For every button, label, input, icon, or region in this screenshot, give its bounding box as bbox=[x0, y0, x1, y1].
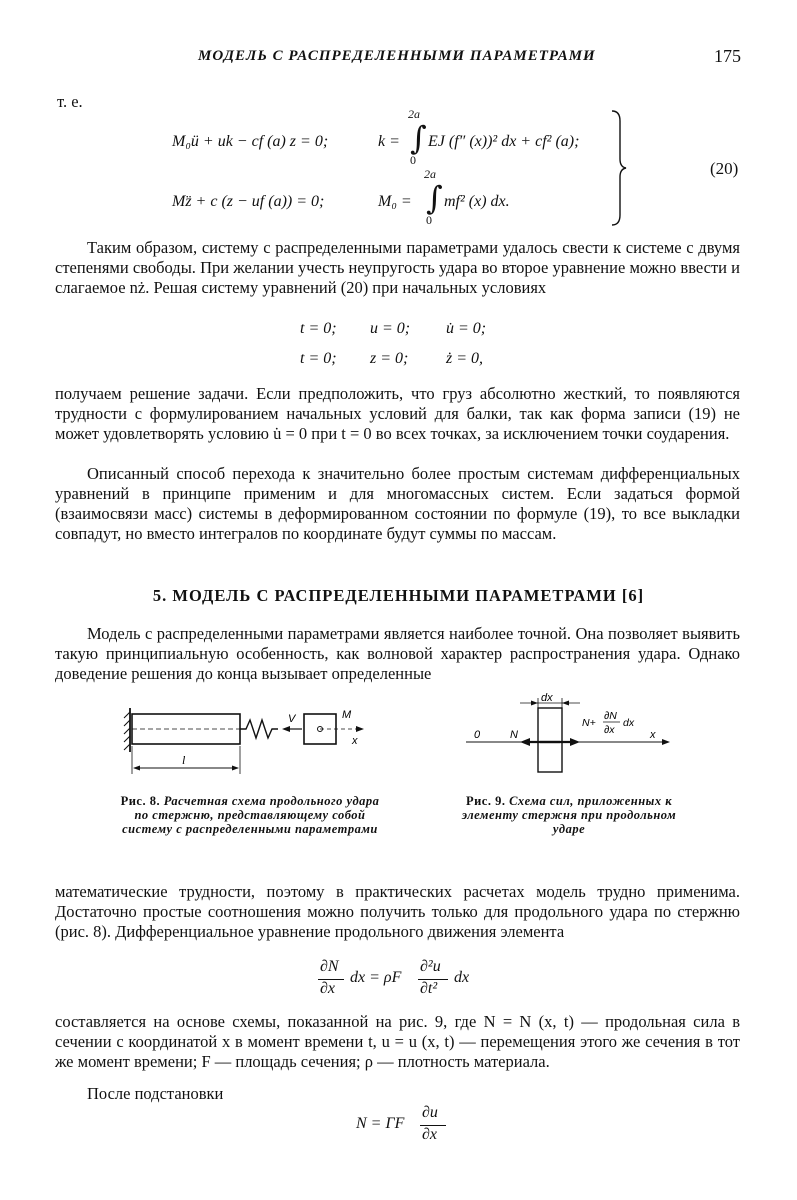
eq1-upper-limit: 2a bbox=[408, 107, 420, 121]
fig9-x-label: x bbox=[650, 729, 656, 741]
page-number: 175 bbox=[714, 46, 741, 66]
subst-den: ∂x bbox=[422, 1126, 438, 1143]
ic-r1-c1: t = 0; bbox=[300, 320, 337, 337]
eq1-rhs: EJ (f″ (x))² dx + cf² (a); bbox=[428, 133, 580, 150]
force-n-plus-arrow bbox=[570, 738, 580, 746]
eq2-lhs: Mz̈ + c (z − uf (a)) = 0; bbox=[172, 193, 325, 210]
ic-r1-c2: u = 0; bbox=[370, 320, 411, 337]
length-label: l bbox=[182, 753, 186, 767]
force-dx: dx bbox=[623, 717, 635, 729]
paragraph-7: После подстановки bbox=[87, 1084, 224, 1103]
substitution-equation bbox=[356, 1104, 476, 1152]
force-n-plus: N+ bbox=[582, 717, 596, 729]
paragraph-2: получаем решение задачи. Если предположить, что груз абсолютно жесткий, то появляются трудности с формулированием начальных условий для балки, так как форма записи (19) не может удовлетворять условию u̇ = 0 при t = 0 во всех точках, за исключением точки соударения. bbox=[55, 384, 740, 443]
eq1-lhs: M₀ü + uk − cf (a) z = 0; bbox=[172, 133, 329, 150]
eq-den1: ∂x bbox=[320, 980, 336, 997]
integral-sign-1: ∫ bbox=[410, 119, 427, 157]
integral-sign-2: ∫ bbox=[426, 179, 443, 217]
equation-number-20: (20) bbox=[710, 159, 739, 178]
eq2-lower-limit: 0 bbox=[426, 213, 432, 227]
rod-element bbox=[538, 708, 562, 772]
eq2-rhs: mf² (x) dx. bbox=[444, 193, 510, 210]
equation-system-20 bbox=[170, 105, 750, 230]
eq-mid: dx = ρF bbox=[350, 969, 402, 986]
initial-conditions bbox=[300, 320, 520, 370]
fig9-caption-number: Рис. 9. bbox=[465, 794, 506, 808]
eq-end: dx bbox=[454, 969, 470, 986]
partial-x: ∂x bbox=[604, 724, 615, 736]
force-n-arrow bbox=[520, 738, 530, 746]
intro-text: т. е. bbox=[57, 92, 83, 111]
paragraph-4: Модель с распределенными параметрами является наиболее точной. Она позволяет выявить такую принципиальную особенность, как волновой характер распространения удара. Однако доведение решения до конца вызывает определенные bbox=[55, 624, 740, 683]
dx-label: dx bbox=[541, 692, 553, 704]
eq-den2: ∂t² bbox=[420, 980, 438, 997]
mass-label: M bbox=[342, 709, 352, 721]
section-title: 5. МОДЕЛЬ С РАСПРЕДЕЛЕННЫМИ ПАРАМЕТРАМИ [6] bbox=[152, 586, 645, 605]
origin-label: 0 bbox=[474, 729, 481, 741]
x-axis-label: x bbox=[352, 735, 358, 747]
partial-n: ∂N bbox=[604, 710, 617, 722]
paragraph-3: Описанный способ перехода к значительно более простым системам дифференциальных уравнений в принципе применим и для многомассных систем. Если задаться формой (взаимосвязи масс) системы в деформированном состоянии по формуле (19), то все выкладки совпадут, но вместо интегралов по координате будут суммы по массам. bbox=[55, 464, 740, 543]
velocity-label: V bbox=[288, 713, 296, 725]
figure-9-caption bbox=[455, 794, 683, 836]
fig8-caption-text: Расчетная схема продольного удара по стержню, представляющему собой систему с распределенными параметрами bbox=[122, 794, 380, 836]
eq2-upper-limit: 2a bbox=[424, 167, 436, 181]
force-n-label: N bbox=[510, 729, 518, 741]
eq2-m0: M₀ = bbox=[378, 193, 412, 210]
paragraph-6: составляется на основе схемы, показанной на рис. 9, где N = N (x, t) — продольная сила в сечении с координатой x в момент времени t, u = u (x, t) — перемещения этого же сечения в тот же момент времени; F — площадь сечения; ρ — плотность материала. bbox=[55, 1012, 740, 1071]
ic-r1-c3: u̇ = 0; bbox=[446, 320, 487, 337]
eq1-k: k = bbox=[378, 133, 400, 150]
eq1-lower-limit: 0 bbox=[410, 153, 416, 167]
ic-r2-c2: z = 0; bbox=[370, 350, 409, 367]
fig8-caption-number: Рис. 8. bbox=[120, 794, 161, 808]
eq-num1: ∂N bbox=[320, 958, 339, 975]
ic-r2-c3: ż = 0, bbox=[446, 350, 484, 367]
equation-of-motion bbox=[318, 958, 518, 1006]
subst-num: ∂u bbox=[422, 1104, 438, 1121]
figure-9-diagram bbox=[460, 690, 675, 776]
paragraph-1: Таким образом, систему с распределенными параметрами удалось свести к системе с двумя степенями свободы. При желании учесть неупругость удара во второе уравнение можно ввести и слагаемое nż. Решая систему уравнений (20) при начальных условиях bbox=[55, 238, 740, 297]
paragraph-5: математические трудности, поэтому в практических расчетах модель трудно применима. Достаточно простые соотношения можно получить только для продольного удара по стержню (рис. 8). Дифференциальное уравнение продольного движения элемента bbox=[55, 882, 740, 941]
figure-8-diagram bbox=[122, 700, 372, 782]
figure-8-caption bbox=[115, 794, 385, 836]
ic-r2-c1: t = 0; bbox=[300, 350, 337, 367]
subst-lhs: N = ГF bbox=[356, 1115, 405, 1132]
spring bbox=[240, 720, 278, 738]
eq-num2: ∂²u bbox=[420, 958, 441, 975]
fig9-caption-text: Схема сил, приложенных к элементу стержня при продольном ударе bbox=[461, 794, 677, 836]
running-title: МОДЕЛЬ С РАСПРЕДЕЛЕННЫМИ ПАРАМЕТРАМИ bbox=[198, 48, 596, 64]
right-brace bbox=[610, 109, 630, 227]
page-header bbox=[0, 44, 797, 74]
